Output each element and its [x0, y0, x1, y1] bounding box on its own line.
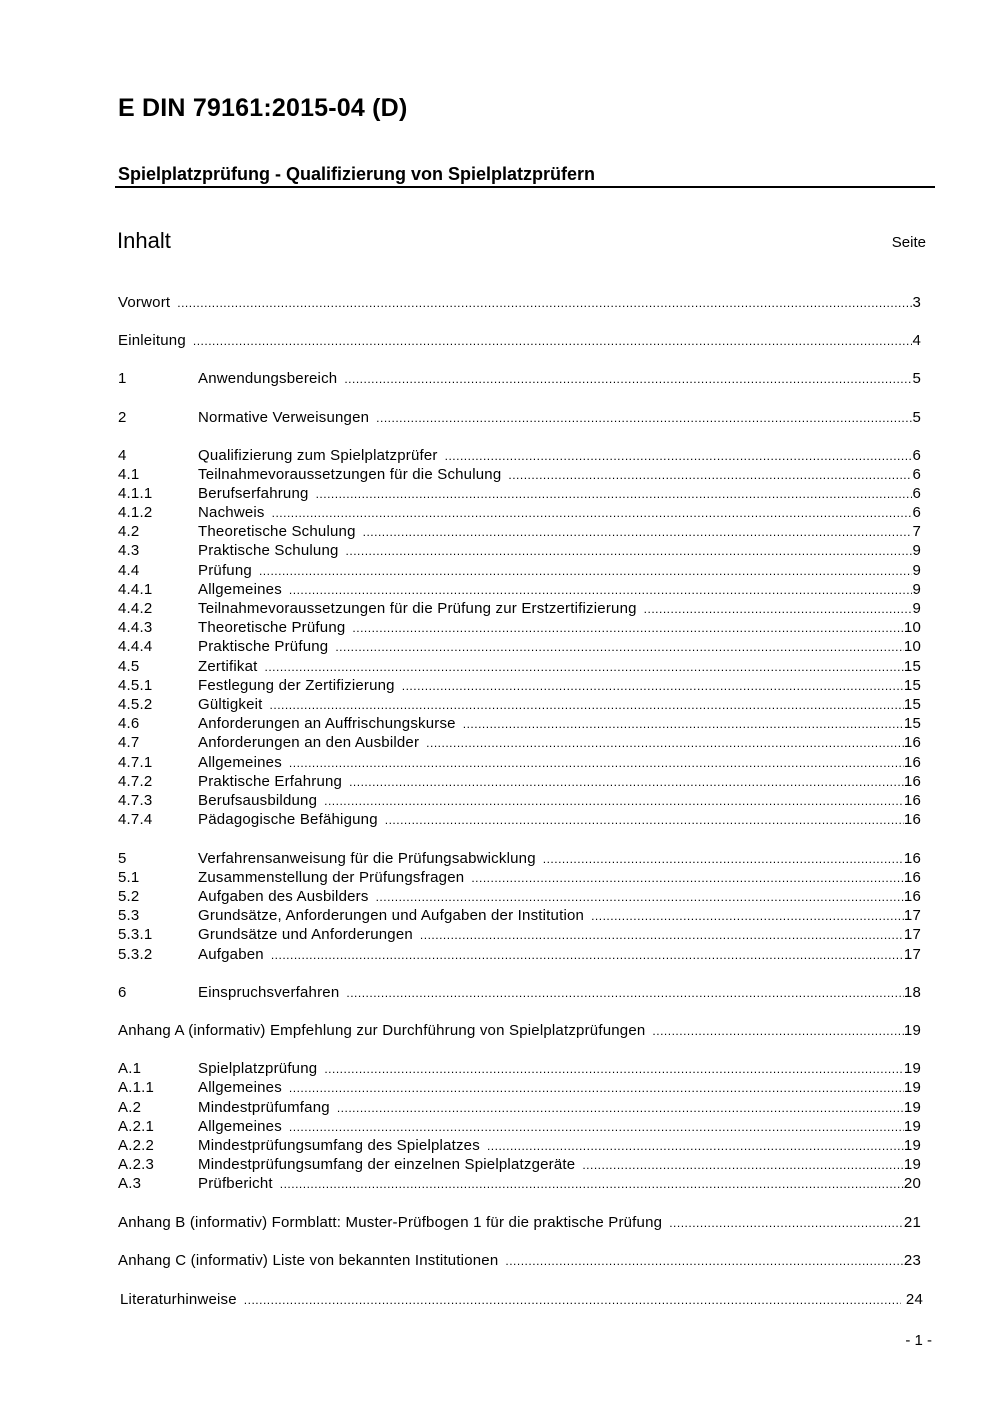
toc-entry-page: 5: [912, 409, 921, 426]
toc-entry-title: Teilnahmevoraussetzungen für die Schulung: [198, 466, 502, 483]
toc-leader-dots: [445, 447, 913, 466]
toc-entry-number: A.3: [118, 1175, 142, 1192]
toc-entry-number: 4.4.2: [118, 600, 153, 617]
toc-entry-number: 5.3.1: [118, 926, 153, 943]
toc-entry-page: 21: [903, 1214, 921, 1231]
toc-leader-dots: [324, 1060, 904, 1079]
toc-entry-number: 4.3: [118, 542, 140, 559]
toc-entry-title: Einspruchsverfahren: [198, 984, 340, 1001]
toc-entry-page: 19: [903, 1060, 921, 1077]
toc-entry-page: 16: [903, 888, 921, 905]
toc-entry-title: Grundsätze und Anforderungen: [198, 926, 413, 943]
toc-entry-title: Literaturhinweise: [120, 1291, 237, 1308]
toc-entry-number: 5.1: [118, 869, 140, 886]
toc-entry-number: 5.2: [118, 888, 140, 905]
toc-entry[interactable]: [118, 753, 921, 772]
toc-entry-page: 24: [905, 1291, 923, 1308]
toc-entry-title: Anhang A (informativ) Empfehlung zur Durchführung von Spielplatzprüfungen: [118, 1022, 646, 1039]
toc-entry-title: Gültigkeit: [198, 696, 263, 713]
toc-leader-dots: [177, 294, 912, 313]
toc-entry-title: Verfahrensanweisung für die Prüfungsabwicklung: [198, 850, 536, 867]
toc-leader-dots: [363, 523, 913, 542]
toc-entry[interactable]: [118, 868, 921, 887]
toc-entry-number: 4.2: [118, 523, 140, 540]
toc-entry-number: 4.4.4: [118, 638, 153, 655]
toc-entry-number: A.1: [118, 1060, 142, 1077]
toc-entry-title: Nachweis: [198, 504, 265, 521]
toc-entry[interactable]: [118, 541, 921, 560]
toc-entry-page: 18: [903, 984, 921, 1001]
toc-entry[interactable]: [118, 1117, 921, 1136]
toc-entry-page: 4: [912, 332, 921, 349]
toc-entry[interactable]: [118, 1174, 921, 1193]
toc-entry-page: 15: [903, 658, 921, 675]
toc-leader-dots: [346, 542, 913, 561]
toc-entry-number: 5.3: [118, 907, 140, 924]
toc-entry[interactable]: [118, 1213, 921, 1232]
toc-entry[interactable]: [118, 772, 921, 791]
toc-entry[interactable]: [118, 331, 921, 350]
toc-entry-page: 6: [912, 504, 921, 521]
toc-entry-number: A.2.2: [118, 1137, 155, 1154]
toc-entry-title: Allgemeines: [198, 581, 282, 598]
toc-leader-dots: [471, 869, 904, 888]
toc-leader-dots: [426, 734, 904, 753]
toc-entry[interactable]: [118, 733, 921, 752]
toc-entry-title: Prüfung: [198, 562, 252, 579]
toc-entry-number: A.2.1: [118, 1118, 155, 1135]
toc-entry-title: Anhang C (informativ) Liste von bekannten Institutionen: [118, 1252, 499, 1269]
toc-entry[interactable]: [118, 522, 921, 541]
toc-entry-number: 4.7.1: [118, 754, 153, 771]
toc-entry[interactable]: [118, 925, 921, 944]
toc-entry[interactable]: [118, 849, 921, 868]
toc-leader-dots: [289, 1079, 904, 1098]
toc-entry-number: 5.3.2: [118, 946, 153, 963]
toc-entry[interactable]: [118, 791, 921, 810]
toc-entry-number: 1: [118, 370, 127, 387]
toc-entry-number: 2: [118, 409, 127, 426]
toc-entry-page: 10: [903, 638, 921, 655]
toc-entry[interactable]: [118, 618, 921, 637]
toc-entry[interactable]: [120, 1290, 923, 1309]
toc-entry-title: Normative Verweisungen: [198, 409, 370, 426]
toc-leader-dots: [349, 773, 904, 792]
toc-entry[interactable]: [118, 1155, 921, 1174]
toc-entry[interactable]: [118, 1136, 921, 1155]
toc-leader-dots: [244, 1291, 901, 1310]
toc-leader-dots: [376, 888, 904, 907]
toc-leader-dots: [644, 600, 913, 619]
toc-entry-title: Theoretische Schulung: [198, 523, 356, 540]
toc-entry-title: Praktische Erfahrung: [198, 773, 343, 790]
toc-leader-dots: [344, 370, 912, 389]
toc-entry-title: Aufgaben: [198, 946, 264, 963]
toc-entry-page: 19: [903, 1079, 921, 1096]
toc-entry-page: 23: [903, 1252, 921, 1269]
toc-leader-dots: [265, 658, 904, 677]
toc-entry-title: Berufsausbildung: [198, 792, 318, 809]
toc-leader-dots: [402, 677, 904, 696]
toc-entry-title: Anhang B (informativ) Formblatt: Muster-Prüfbogen 1 für die praktische Prüfung: [118, 1214, 663, 1231]
toc-leader-dots: [582, 1156, 904, 1175]
toc-entry-title: Allgemeines: [198, 1079, 282, 1096]
toc-entry-page: 6: [912, 466, 921, 483]
toc-entry-page: 15: [903, 696, 921, 713]
toc-entry-title: Mindestprüfungsumfang der einzelnen Spielplatzgeräte: [198, 1156, 576, 1173]
toc-entry-number: 4.7.3: [118, 792, 153, 809]
toc-entry-number: 4.1.2: [118, 504, 153, 521]
toc-entry[interactable]: [118, 657, 921, 676]
toc-leader-dots: [335, 638, 904, 657]
toc-entry[interactable]: [118, 484, 921, 503]
toc-leader-dots: [316, 485, 913, 504]
toc-leader-dots: [505, 1252, 904, 1271]
toc-entry-number: A.1.1: [118, 1079, 155, 1096]
toc-entry-number: 4.5: [118, 658, 140, 675]
page-number: - 1 -: [905, 1332, 932, 1349]
toc-page-column-label: Seite: [891, 234, 926, 251]
toc-entry[interactable]: [118, 599, 921, 618]
toc-entry-number: 4.7.4: [118, 811, 153, 828]
toc-entry-title: Zertifikat: [198, 658, 258, 675]
toc-leader-dots: [652, 1022, 904, 1041]
toc-heading: Inhalt: [117, 228, 171, 253]
toc-leader-dots: [271, 946, 904, 965]
toc-entry[interactable]: [118, 945, 921, 964]
toc-leader-dots: [463, 715, 904, 734]
toc-entry[interactable]: [118, 676, 921, 695]
toc-entry-page: 19: [903, 1118, 921, 1135]
toc-entry-number: 4.1: [118, 466, 140, 483]
toc-leader-dots: [270, 696, 904, 715]
toc-entry[interactable]: [118, 503, 921, 522]
toc-entry-page: 10: [903, 619, 921, 636]
toc-entry-page: 19: [903, 1022, 921, 1039]
toc-leader-dots: [289, 581, 913, 600]
toc-leader-dots: [193, 332, 913, 351]
toc-entry-title: Theoretische Prüfung: [198, 619, 346, 636]
toc-entry[interactable]: [118, 1251, 921, 1270]
toc-entry-number: A.2.3: [118, 1156, 155, 1173]
toc-entry-title: Anforderungen an den Ausbilder: [198, 734, 420, 751]
toc-entry-number: 4.5.1: [118, 677, 153, 694]
toc-entry-page: 19: [903, 1137, 921, 1154]
toc-leader-dots: [289, 1118, 904, 1137]
toc-entry-page: 6: [912, 447, 921, 464]
toc-entry-title: Grundsätze, Anforderungen und Aufgaben der Institution: [198, 907, 585, 924]
toc-entry-number: 4: [118, 447, 127, 464]
toc-leader-dots: [346, 984, 904, 1003]
toc-leader-dots: [352, 619, 903, 638]
toc-entry-number: 4.4: [118, 562, 140, 579]
toc-leader-dots: [337, 1099, 904, 1118]
toc-leader-dots: [324, 792, 904, 811]
toc-entry[interactable]: [118, 810, 921, 829]
table-of-contents: [118, 0, 921, 1403]
toc-entry-page: 5: [912, 370, 921, 387]
toc-entry-title: Berufserfahrung: [198, 485, 309, 502]
toc-entry-page: 16: [903, 792, 921, 809]
toc-entry-number: 4.7: [118, 734, 140, 751]
toc-entry-number: 6: [118, 984, 127, 1001]
toc-entry-page: 20: [903, 1175, 921, 1192]
toc-entry-page: 15: [903, 677, 921, 694]
toc-entry-page: 9: [912, 542, 921, 559]
toc-leader-dots: [487, 1137, 904, 1156]
toc-entry-title: Vorwort: [118, 294, 171, 311]
toc-leader-dots: [289, 754, 904, 773]
toc-entry-title: Anwendungsbereich: [198, 370, 338, 387]
toc-entry-page: 16: [903, 869, 921, 886]
toc-leader-dots: [385, 811, 904, 830]
toc-leader-dots: [420, 926, 904, 945]
toc-entry-page: 16: [903, 773, 921, 790]
toc-entry-number: 5: [118, 850, 127, 867]
toc-entry[interactable]: [118, 580, 921, 599]
toc-entry-page: 7: [912, 523, 921, 540]
toc-entry-title: Festlegung der Zertifizierung: [198, 677, 395, 694]
toc-leader-dots: [591, 907, 904, 926]
toc-entry-page: 17: [903, 926, 921, 943]
toc-entry-number: A.2: [118, 1099, 142, 1116]
toc-entry[interactable]: [118, 561, 921, 580]
toc-entry[interactable]: [118, 887, 921, 906]
toc-entry-page: 16: [903, 850, 921, 867]
toc-entry-title: Einleitung: [118, 332, 186, 349]
toc-entry[interactable]: [118, 714, 921, 733]
toc-entry-number: 4.6: [118, 715, 140, 732]
toc-entry[interactable]: [118, 1021, 921, 1040]
toc-entry-page: 6: [912, 485, 921, 502]
toc-leader-dots: [669, 1214, 904, 1233]
toc-leader-dots: [508, 466, 912, 485]
toc-entry-page: 16: [903, 734, 921, 751]
toc-entry[interactable]: [118, 906, 921, 925]
toc-entry[interactable]: [118, 465, 921, 484]
toc-entry-title: Teilnahmevoraussetzungen für die Prüfung zur Erstzertifizierung: [198, 600, 637, 617]
toc-entry-title: Allgemeines: [198, 1118, 282, 1135]
toc-entry-title: Anforderungen an Auffrischungskurse: [198, 715, 456, 732]
toc-entry[interactable]: [118, 369, 921, 388]
toc-entry[interactable]: [118, 1078, 921, 1097]
toc-entry[interactable]: [118, 983, 921, 1002]
toc-entry[interactable]: [118, 637, 921, 656]
toc-entry-title: Aufgaben des Ausbilders: [198, 888, 369, 905]
toc-entry[interactable]: [118, 695, 921, 714]
toc-leader-dots: [376, 409, 912, 428]
toc-entry-title: Mindestprüfumfang: [198, 1099, 330, 1116]
toc-entry-number: 4.1.1: [118, 485, 153, 502]
toc-leader-dots: [280, 1175, 904, 1194]
toc-entry[interactable]: [118, 446, 921, 465]
toc-entry-page: 16: [903, 811, 921, 828]
toc-entry[interactable]: [118, 293, 921, 312]
toc-entry[interactable]: [118, 1098, 921, 1117]
toc-entry-title: Qualifizierung zum Spielplatzprüfer: [198, 447, 438, 464]
document-id: E DIN 79161:2015-04 (D): [118, 94, 408, 122]
toc-entry-page: 9: [912, 600, 921, 617]
toc-entry-title: Praktische Schulung: [198, 542, 339, 559]
toc-entry-page: 19: [903, 1099, 921, 1116]
toc-entry-number: 4.4.3: [118, 619, 153, 636]
toc-entry-page: 9: [912, 562, 921, 579]
toc-entry-title: Prüfbericht: [198, 1175, 273, 1192]
toc-leader-dots: [272, 504, 913, 523]
toc-entry-page: 17: [903, 946, 921, 963]
toc-entry-title: Zusammenstellung der Prüfungsfragen: [198, 869, 465, 886]
toc-entry-page: 3: [912, 294, 921, 311]
toc-entry-page: 9: [912, 581, 921, 598]
toc-leader-dots: [259, 562, 913, 581]
toc-entry[interactable]: [118, 1059, 921, 1078]
toc-entry-title: Spielplatzprüfung: [198, 1060, 318, 1077]
toc-entry-title: Mindestprüfungsumfang des Spielplatzes: [198, 1137, 480, 1154]
toc-entry-title: Pädagogische Befähigung: [198, 811, 378, 828]
toc-leader-dots: [543, 850, 904, 869]
toc-entry[interactable]: [118, 408, 921, 427]
toc-entry-number: 4.4.1: [118, 581, 153, 598]
toc-entry-number: 4.7.2: [118, 773, 153, 790]
toc-entry-page: 16: [903, 754, 921, 771]
toc-entry-title: Praktische Prüfung: [198, 638, 329, 655]
toc-entry-page: 15: [903, 715, 921, 732]
toc-entry-number: 4.5.2: [118, 696, 153, 713]
toc-entry-title: Allgemeines: [198, 754, 282, 771]
toc-entry-page: 17: [903, 907, 921, 924]
document-subtitle: Spielplatzprüfung - Qualifizierung von Spielplatzprüfern: [118, 164, 596, 184]
toc-entry-page: 19: [903, 1156, 921, 1173]
